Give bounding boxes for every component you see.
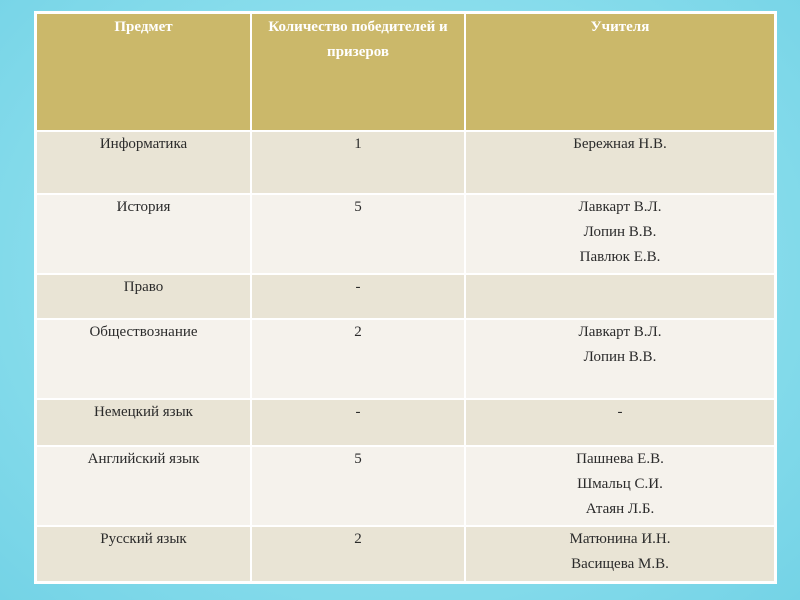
- cell-subject: Русский язык: [36, 526, 251, 582]
- header-count: Количество победителей и призеров: [251, 13, 465, 131]
- olympiad-results-table: [35, 12, 776, 583]
- cell-count: 2: [251, 319, 465, 399]
- table-row: [36, 399, 775, 446]
- table-header-row: [36, 13, 775, 131]
- table-row: [36, 194, 775, 274]
- table-row: [36, 131, 775, 194]
- cell-teachers: [465, 446, 775, 526]
- cell-count: 5: [251, 446, 465, 526]
- cell-subject: Право: [36, 274, 251, 319]
- teacher-name: Атаян Л.Б.: [585, 501, 655, 517]
- table-row: [36, 446, 775, 526]
- header-subject: Предмет: [36, 13, 251, 131]
- teacher-name: Лавкарт В.Л.: [578, 199, 662, 215]
- cell-teachers: [465, 194, 775, 274]
- teacher-name: Лопин В.В.: [583, 349, 657, 365]
- table-row: [36, 319, 775, 399]
- cell-subject: Английский язык: [36, 446, 251, 526]
- cell-teachers: [465, 131, 775, 194]
- cell-subject: Информатика: [36, 131, 251, 194]
- cell-teachers: [465, 274, 775, 319]
- teacher-name: Матюнина И.Н.: [569, 531, 671, 547]
- cell-count: -: [251, 399, 465, 446]
- teacher-name: Бережная Н.В.: [573, 136, 667, 152]
- cell-subject: Немецкий язык: [36, 399, 251, 446]
- teacher-name: Пашнева Е.В.: [576, 451, 664, 467]
- cell-count: 5: [251, 194, 465, 274]
- teacher-name: -: [617, 404, 623, 420]
- cell-count: -: [251, 274, 465, 319]
- table-row: [36, 526, 775, 582]
- cell-subject: Обществознание: [36, 319, 251, 399]
- teacher-name: Васищева М.В.: [571, 556, 669, 572]
- table-row: [36, 274, 775, 319]
- cell-count: 2: [251, 526, 465, 582]
- cell-teachers: [465, 399, 775, 446]
- teacher-name: Лопин В.В.: [583, 224, 657, 240]
- cell-count: 1: [251, 131, 465, 194]
- cell-subject: История: [36, 194, 251, 274]
- teacher-name: Шмальц С.И.: [577, 476, 663, 492]
- teacher-name: Лавкарт В.Л.: [578, 324, 662, 340]
- cell-teachers: [465, 526, 775, 582]
- header-teachers: Учителя: [465, 13, 775, 131]
- teacher-name: Павлюк Е.В.: [579, 249, 661, 265]
- cell-teachers: [465, 319, 775, 399]
